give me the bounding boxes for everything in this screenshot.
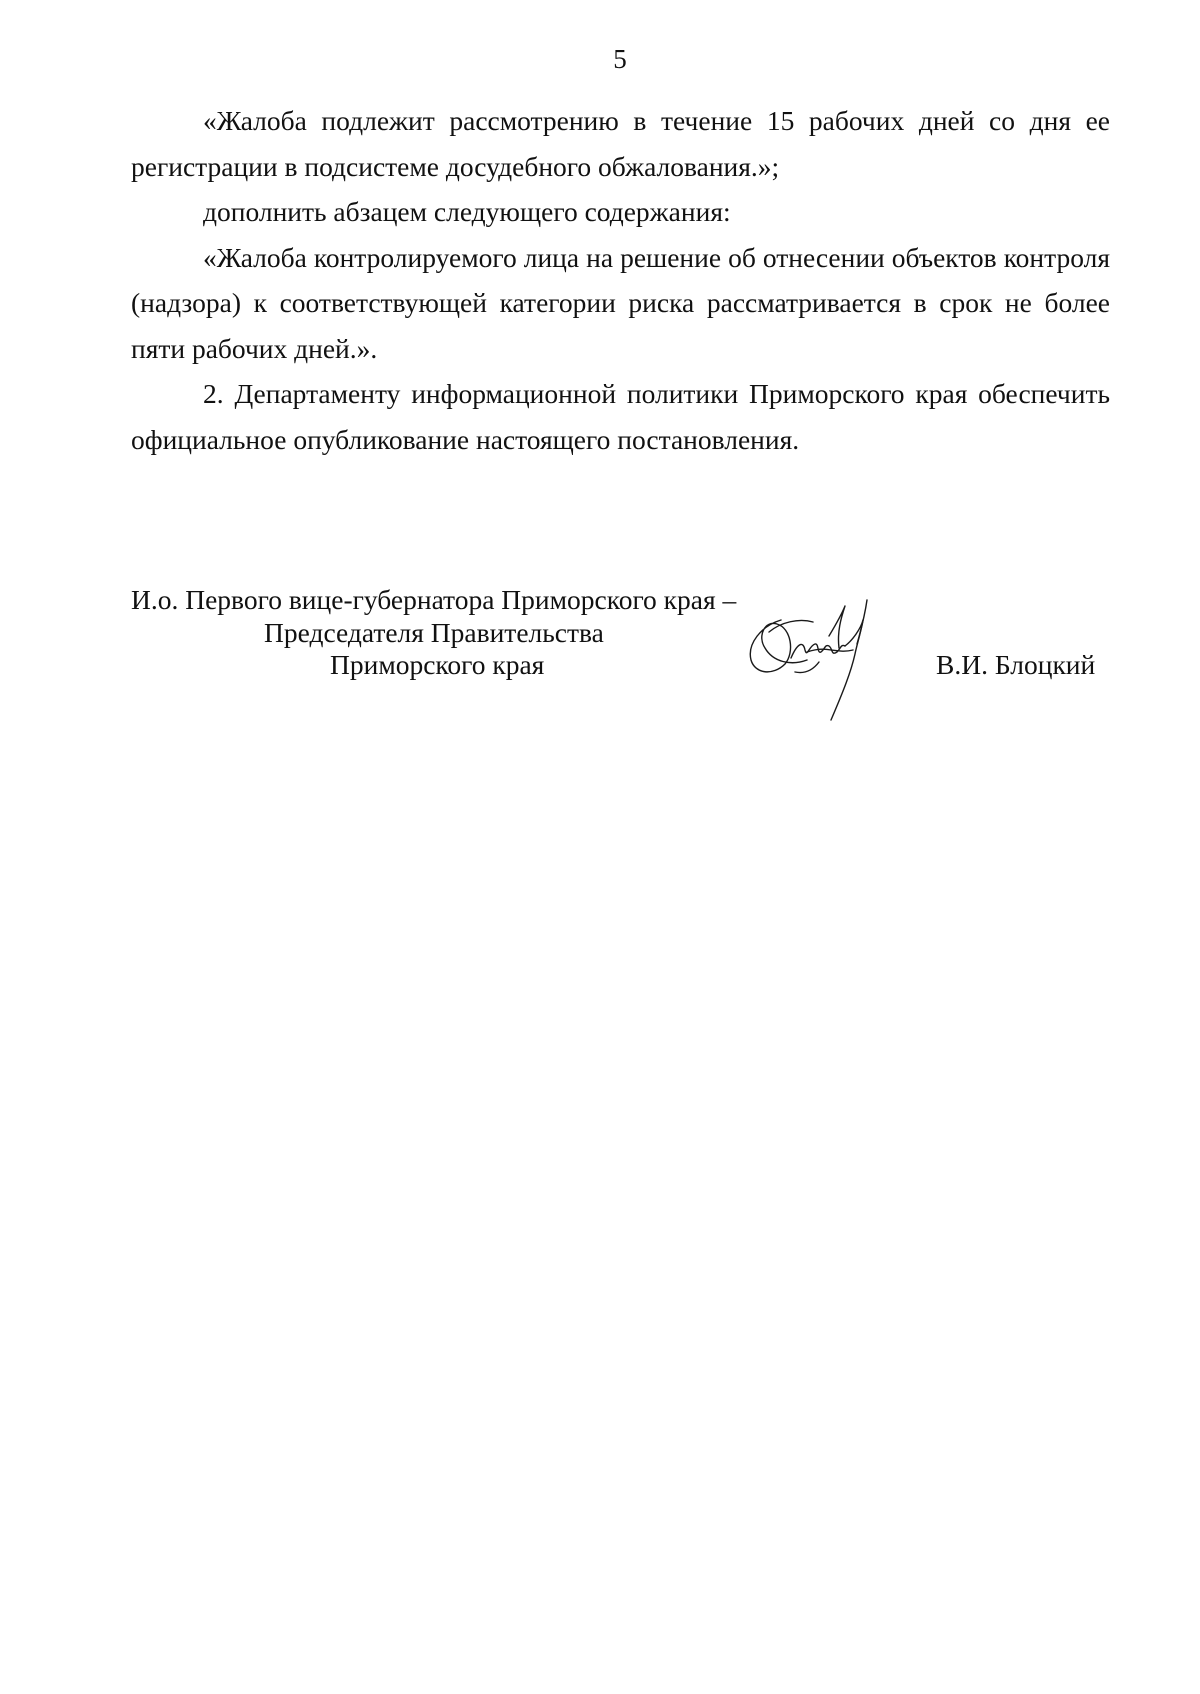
signatory-title-line: Председателя Правительства xyxy=(264,617,604,648)
paragraph-complaint-review-period: «Жалоба подлежит рассмотрению в течение 15 рабочих дней со дня ее регистрации в подсистеме досудебного обжалования.»; xyxy=(131,105,1110,182)
document-body xyxy=(131,98,1110,462)
paragraph-complaint-risk-category: «Жалоба контролируемого лица на решение об отнесении объектов контроля (надзора) к соответствующей категории риска рассматривается в срок не более пяти рабочих дней.». xyxy=(131,241,1110,364)
page-number: 5 xyxy=(613,44,627,74)
handwritten-signature xyxy=(721,592,921,727)
signatory-name: В.И. Блоцкий xyxy=(936,649,1096,680)
signatory-title-line: Приморского края xyxy=(330,649,545,680)
signature-block xyxy=(131,582,1110,732)
signatory-title-line: И.о. Первого вице-губернатора Приморского края – xyxy=(131,584,737,615)
paragraph-publication-order: 2. Департаменту информационной политики Приморского края обеспечить официальное опубликование настоящего постановления. xyxy=(131,378,1110,455)
paragraph-add-clause: дополнить абзацем следующего содержания: xyxy=(203,196,731,227)
